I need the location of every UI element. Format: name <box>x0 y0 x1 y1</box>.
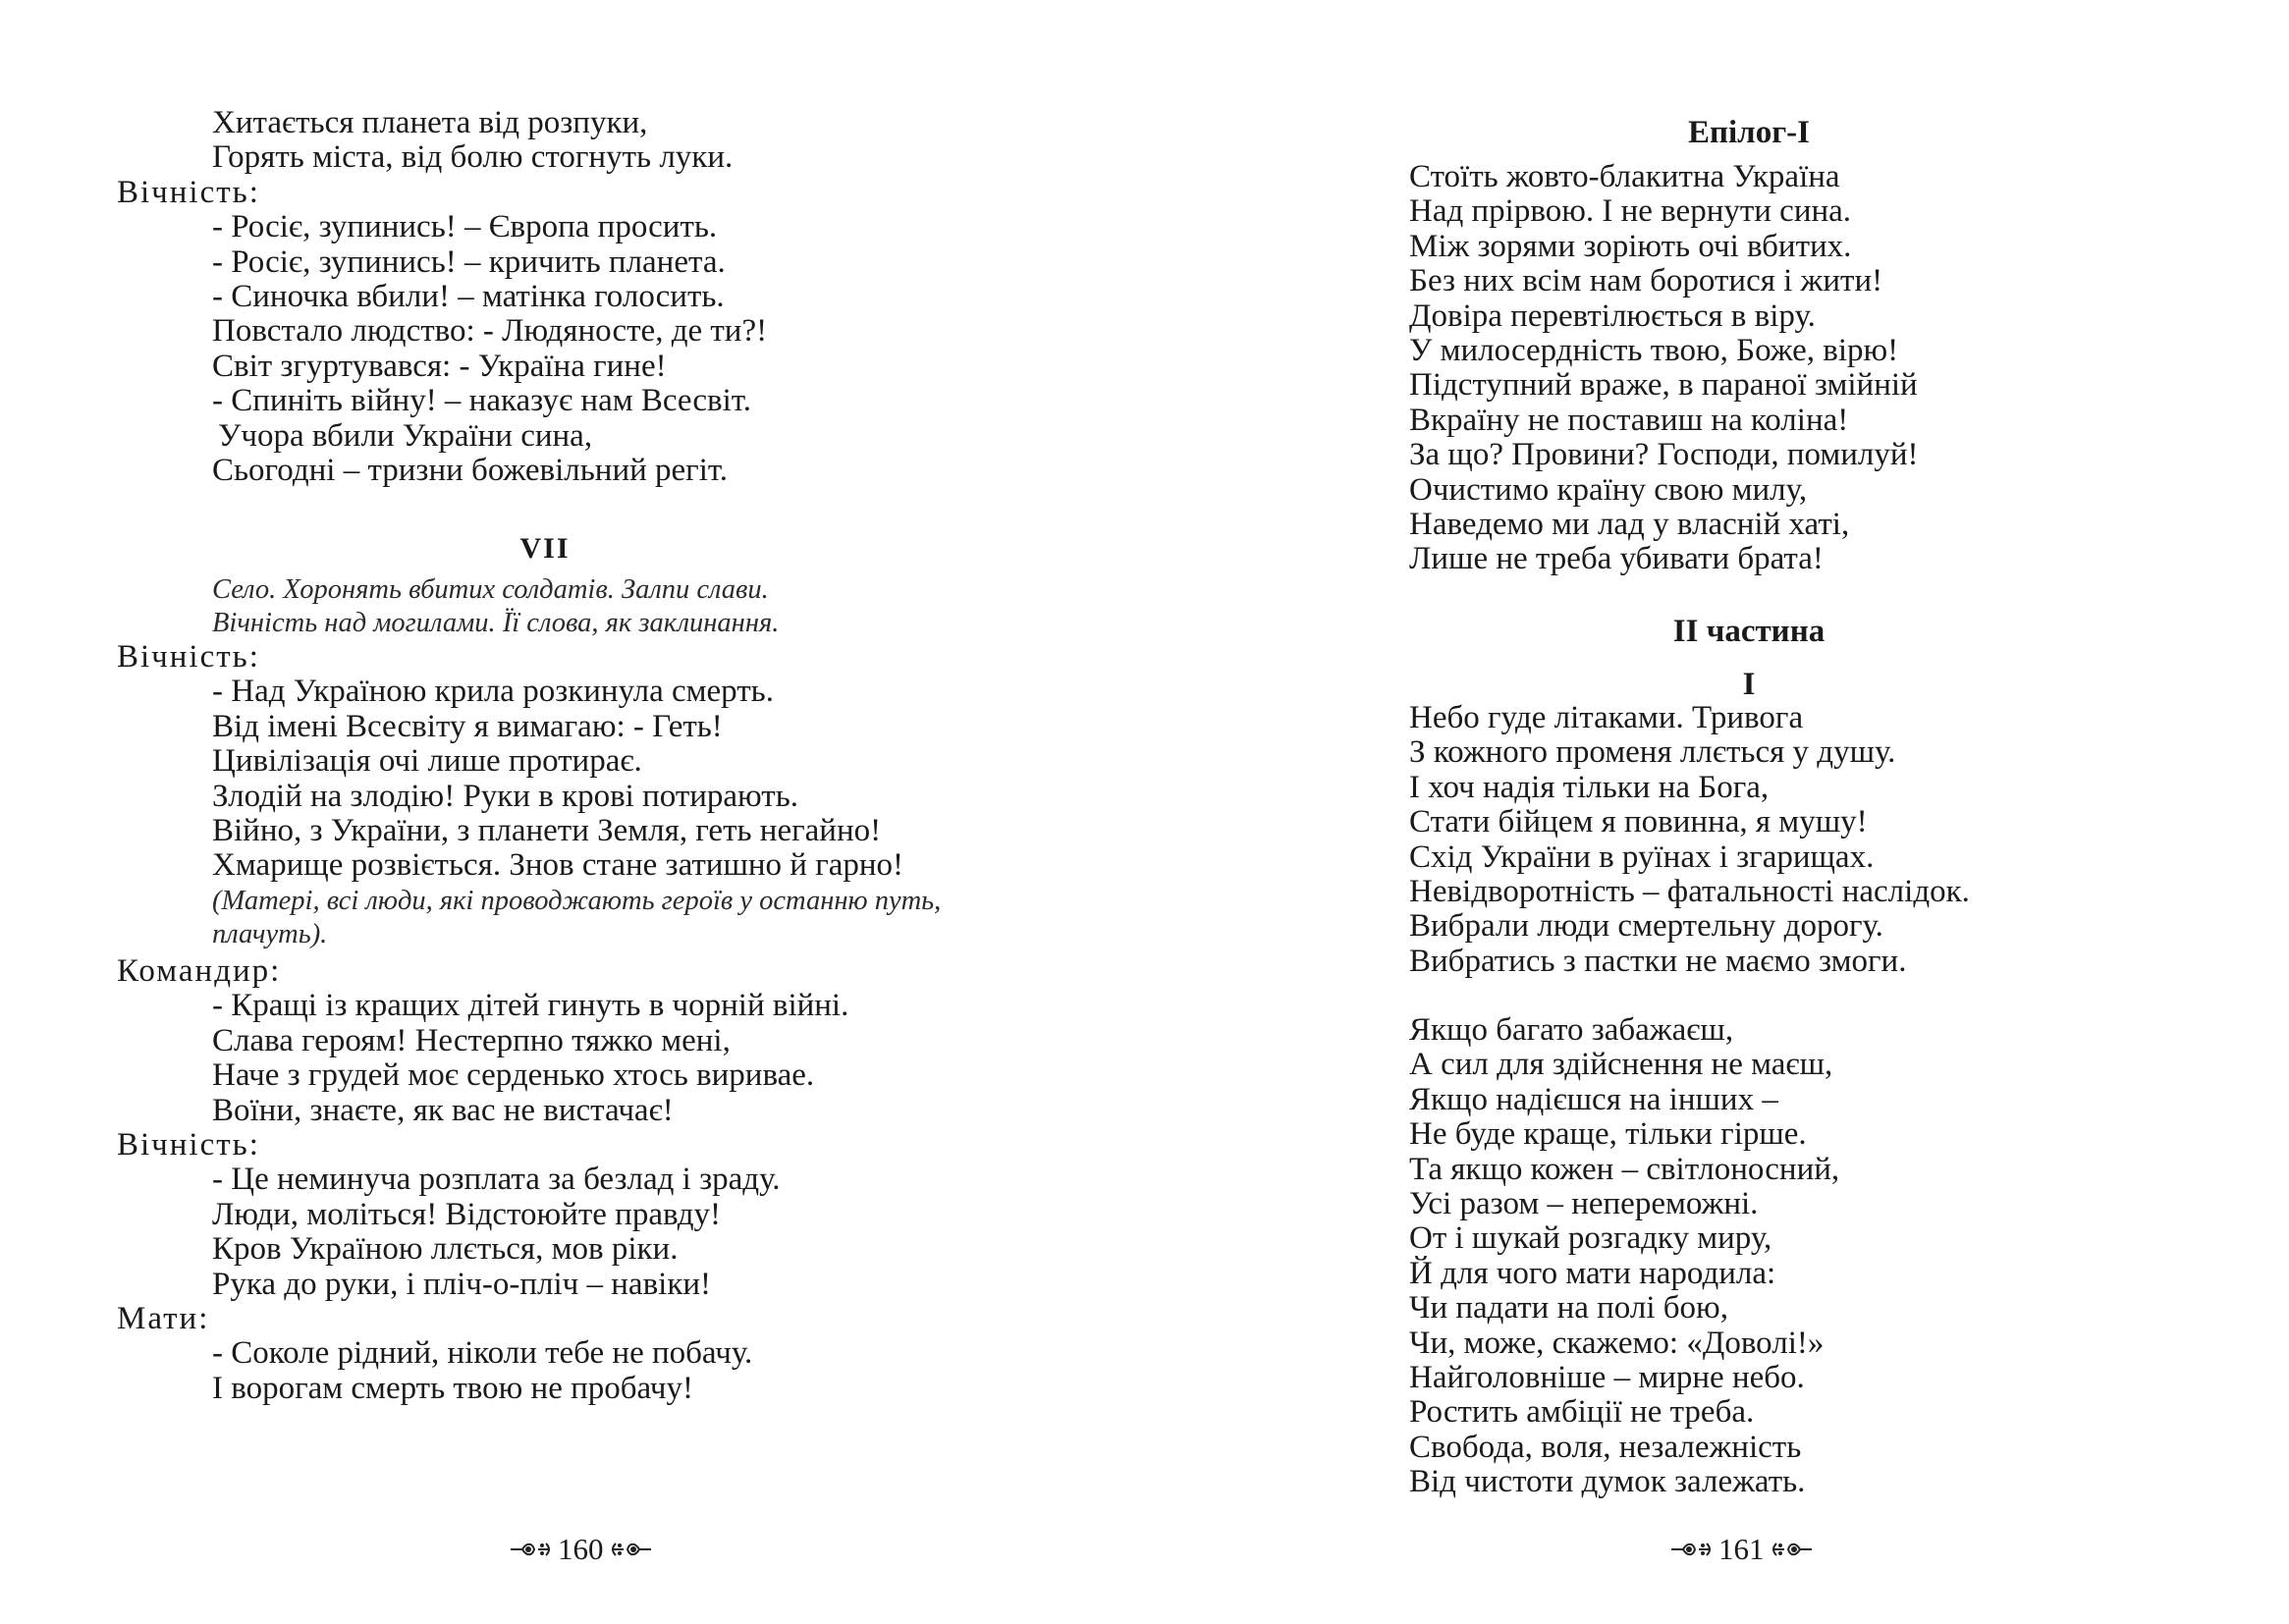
stanza-1 <box>1145 701 2289 979</box>
verse-line: Стати бійцем я повинна, я мушу! <box>1409 804 1868 840</box>
speaker-label: Вічність: <box>117 174 260 210</box>
verse-line: - Синочка вбили! – матінка голосить. <box>212 279 725 315</box>
page-number: 161 <box>1718 1532 1765 1566</box>
verse-line: Учора вбили України сина, <box>218 417 593 454</box>
verse-line: - Над Україною крила розкинула смерть. <box>212 674 774 710</box>
verse-line: Сьогодні – тризни божевільний регіт. <box>212 453 729 489</box>
verse-line: - Спиніть війну! – наказує нам Всесвіт. <box>212 383 751 419</box>
verse-line: Не буде краще, тільки гірше. <box>1409 1116 1807 1153</box>
page-number-footer <box>1669 1532 1814 1567</box>
verse-line: - Це неминуча розплата за безлад і зраду. <box>212 1162 781 1198</box>
verse-line: Чи падати на полі бою, <box>1409 1290 1728 1326</box>
verse-line: Та якщо кожен – світлоносний, <box>1409 1151 1840 1187</box>
stanza-2 <box>1145 1013 2289 1500</box>
verse-line: Слава героям! Нестерпно тяжко мені, <box>212 1022 731 1058</box>
verse-line: Від чистоти думок залежать. <box>1409 1464 1806 1500</box>
right-page <box>1145 0 2289 1624</box>
speaker-label: Вічність: <box>117 639 260 675</box>
verse-line: Кров Україною ллється, мов ріки. <box>212 1231 679 1268</box>
epilog-stanza <box>1145 160 2289 577</box>
stage-direction: (Матері, всі люди, які проводжають героїв у останню путь, плачуть). <box>212 886 942 949</box>
verse-line: Над прірвою. І не вернути сина. <box>1409 193 1852 230</box>
verse-line: А сил для здійснення не маєш, <box>1409 1047 1833 1083</box>
verse-line: Очистимо країну свою милу, <box>1409 471 1808 508</box>
lower-stanza <box>0 954 1144 1406</box>
top-stanza <box>0 106 1144 488</box>
speaker-label: Вічність: <box>117 1127 260 1164</box>
ornament-flourish-icon <box>1771 1540 1814 1559</box>
verse-line: Вибрали люди смертельну дорогу. <box>1409 908 1883 945</box>
verse-line: Підступний враже, в параної змійній <box>1409 367 1918 404</box>
verse-line: - Кращі із кращих дітей гинуть в чорній війні. <box>212 988 849 1024</box>
ornament-flourish-icon <box>610 1540 653 1559</box>
verse-line: Від імені Всесвіту я вимагаю: - Геть! <box>212 708 723 744</box>
verse-line: І ворогам смерть твою не пробачу! <box>212 1370 693 1406</box>
verse-line: Воїни, знаєте, як вас не вистачає! <box>212 1092 674 1128</box>
verse-line: Якщо багато забажаєш, <box>1409 1012 1734 1048</box>
verse-line: Рука до руки, і пліч-о-пліч – навіки! <box>212 1266 712 1302</box>
verse-line: Усі разом – непереможні. <box>1409 1186 1759 1222</box>
verse-line: Горять міста, від болю стогнуть луки. <box>212 139 734 176</box>
verse-line: Цивілізація очі лише протирає. <box>212 743 642 780</box>
verse-line: Наче з грудей моє серденько хтось виривае. <box>212 1057 815 1094</box>
verse-line: Стоїть жовто-блакитна Україна <box>1409 159 1840 194</box>
verse-line: Ростить амбіції не треба. <box>1409 1394 1755 1431</box>
verse-line: За що? Провини? Господи, помилуй! <box>1409 437 1919 473</box>
page-number: 160 <box>558 1532 604 1566</box>
stage-direction: Вічність над могилами. Її слова, як заклинання. <box>212 608 780 638</box>
part-title: ІІ частина <box>1672 614 1826 649</box>
section-title: І <box>1742 667 1756 702</box>
verse-line: - Росіє, зупинись! – кричить планета. <box>212 244 726 280</box>
verse-line: Свобода, воля, незалежність <box>1409 1429 1802 1465</box>
verse-line: І хоч надія тільки на Бога, <box>1409 769 1770 805</box>
verse-line: Невідворотність – фатальності наслідок. <box>1409 874 1970 910</box>
left-page <box>0 0 1144 1624</box>
verse-line: - Росіє, зупинись! – Європа просить. <box>212 209 718 245</box>
verse-line: Й для чого мати народила: <box>1409 1255 1776 1291</box>
middle-stanza <box>0 640 1144 884</box>
verse-line: Вибратись з пастки не маємо змоги. <box>1409 943 1907 979</box>
verse-line: Люди, моліться! Відстоюйте правду! <box>212 1196 722 1232</box>
verse-line: Лише не треба убивати брата! <box>1409 541 1824 577</box>
speaker-label: Командир: <box>117 953 282 989</box>
verse-line: Якщо надієшся на інших – <box>1409 1081 1778 1117</box>
ornament-flourish-icon <box>509 1540 552 1559</box>
verse-line: Схід України в руїнах і згарищах. <box>1409 839 1875 875</box>
verse-line: Злодій на злодію! Руки в крові потирають. <box>212 778 798 814</box>
verse-line: Вкраїну не поставиш на коліна! <box>1409 402 1849 438</box>
verse-line: Чи, може, скажемо: «Доволі!» <box>1409 1325 1825 1361</box>
epilog-title: Епілог-І <box>1687 115 1811 150</box>
verse-line: Хмарище розвіється. Знов стане затишно й гарно! <box>212 847 904 884</box>
verse-line: З кожного променя ллється у душу. <box>1409 734 1896 771</box>
verse-line: Без них всім нам боротися і жити! <box>1409 263 1883 299</box>
verse-line: Довіра перевтілюється в віру. <box>1409 298 1816 334</box>
verse-line: Війно, з України, з планети Земля, геть негайно! <box>212 813 882 849</box>
verse-line: От і шукай розгадку миру, <box>1409 1220 1772 1257</box>
stage-direction: Село. Хоронять вбитих солдатів. Залпи слави. <box>212 574 769 605</box>
section-title: VII <box>519 532 571 565</box>
verse-line: Найголовніше – мирне небо. <box>1409 1360 1805 1396</box>
speaker-label: Мати: <box>117 1301 210 1337</box>
verse-line: - Соколе рідний, ніколи тебе не побачу. <box>212 1335 753 1372</box>
page-number-footer <box>509 1532 653 1567</box>
verse-line: Небо гуде літаками. Тривога <box>1409 700 1804 735</box>
verse-line: Світ згуртувався: - Україна гине! <box>212 348 667 384</box>
ornament-flourish-icon <box>1669 1540 1713 1559</box>
verse-line: У милосердність твою, Боже, вірю! <box>1409 333 1899 369</box>
verse-line: Наведемо ми лад у власній хаті, <box>1409 507 1850 543</box>
verse-line: Між зорями зоріють очі вбитих. <box>1409 228 1852 264</box>
verse-line: Хитається планета від розпуки, <box>212 105 648 140</box>
verse-line: Повстало людство: - Людяносте, де ти?! <box>212 313 768 350</box>
